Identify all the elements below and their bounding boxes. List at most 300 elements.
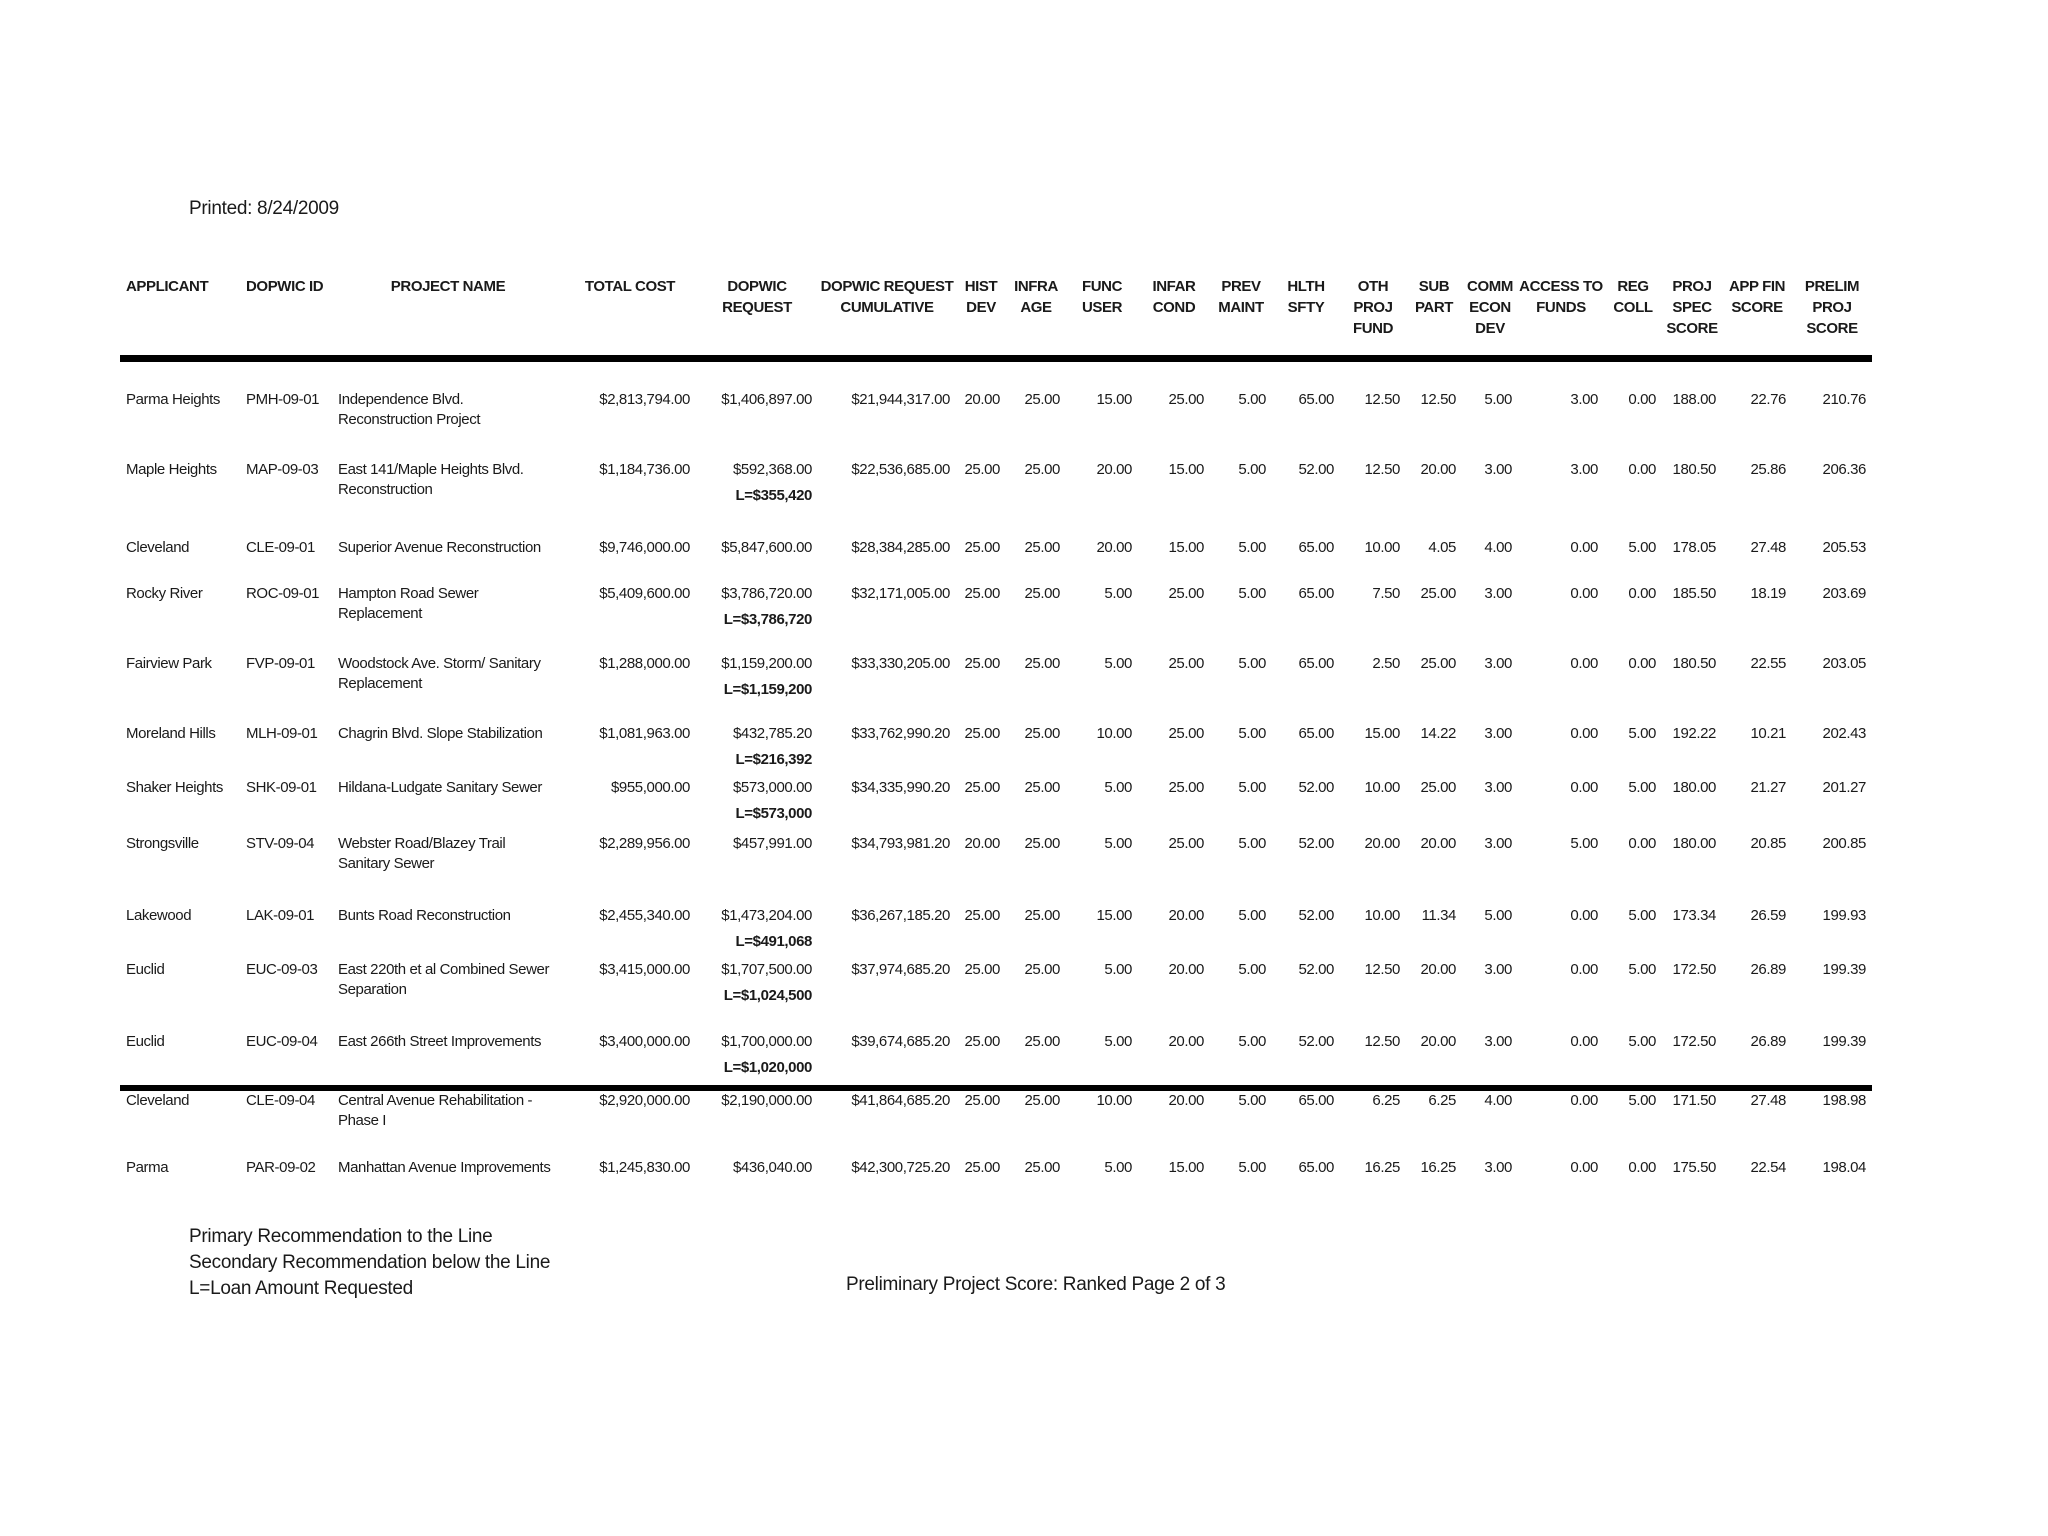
applicant-cell: Parma Heights [126, 391, 221, 408]
dopwic-id-cell: FVP-09-01 [246, 655, 315, 672]
prev-maint-cell: 5.00 [1238, 779, 1266, 796]
func-user-cell: 5.00 [1104, 779, 1132, 796]
cumulative-cell: $36,267,185.20 [851, 907, 950, 924]
column-header: APP FIN SCORE [1722, 276, 1792, 359]
request-amount: $436,040.00 [732, 1159, 812, 1176]
reg-coll-cell: 0.00 [1628, 655, 1656, 672]
column-header: HIST DEV [956, 276, 1006, 359]
total-cost-cell: $955,000.00 [610, 779, 690, 796]
access-to-funds-cell: 0.00 [1570, 725, 1598, 742]
sub-part-cell: 25.00 [1420, 585, 1456, 602]
proj-spec-score-cell: 172.50 [1672, 1033, 1716, 1050]
func-user-cell: 20.00 [1096, 461, 1132, 478]
sub-part-cell: 11.34 [1421, 907, 1456, 924]
table-row [120, 1032, 1872, 1088]
infar-cond-cell: 15.00 [1168, 539, 1204, 556]
prev-maint-cell: 5.00 [1238, 539, 1266, 556]
column-header: INFRA AGE [1006, 276, 1066, 359]
prev-maint-cell: 5.00 [1238, 461, 1266, 478]
hist-dev-cell: 25.00 [964, 907, 1000, 924]
oth-proj-fund-cell: 12.50 [1364, 961, 1400, 978]
func-user-cell: 15.00 [1096, 391, 1132, 408]
table-row [120, 538, 1872, 584]
table-row [120, 390, 1872, 460]
dopwic-id-cell: CLE-09-01 [246, 539, 315, 556]
proj-spec-score-cell: 180.00 [1672, 835, 1716, 852]
page-footer: Preliminary Project Score: Ranked Page 2 of 3 [846, 1274, 1226, 1295]
column-header: SUB PART [1406, 276, 1462, 359]
reg-coll-cell: 5.00 [1628, 779, 1656, 796]
infar-cond-cell: 25.00 [1168, 835, 1204, 852]
column-header: DOPWIC REQUEST CUMULATIVE [818, 276, 956, 359]
table-row [120, 960, 1872, 1032]
infar-cond-cell: 20.00 [1168, 907, 1204, 924]
prelim-proj-score-cell: 201.27 [1822, 779, 1866, 796]
hist-dev-cell: 20.00 [964, 391, 1000, 408]
printed-date: Printed: 8/24/2009 [189, 198, 339, 219]
reg-coll-cell: 0.00 [1628, 585, 1656, 602]
func-user-cell: 10.00 [1096, 725, 1132, 742]
prelim-proj-score-cell: 199.93 [1822, 907, 1866, 924]
sub-part-cell: 20.00 [1420, 835, 1456, 852]
infar-cond-cell: 25.00 [1168, 725, 1204, 742]
loan-amount: L=$216,392 [735, 751, 812, 768]
hlth-sfty-cell: 52.00 [1298, 1033, 1334, 1050]
infra-age-cell: 25.00 [1024, 585, 1060, 602]
column-header: APPLICANT [120, 276, 240, 359]
column-header: PRELIM PROJ SCORE [1792, 276, 1872, 359]
app-fin-score-cell: 25.86 [1750, 461, 1786, 478]
comm-econ-dev-cell: 3.00 [1484, 1159, 1512, 1176]
project-name-cell: Independence Blvd. Reconstruction Project [338, 391, 481, 428]
hist-dev-cell: 25.00 [964, 779, 1000, 796]
app-fin-score-cell: 20.85 [1750, 835, 1786, 852]
table-row [120, 778, 1872, 834]
applicant-cell: Cleveland [126, 539, 190, 556]
hlth-sfty-cell: 65.00 [1298, 1159, 1334, 1176]
request-amount: $457,991.00 [732, 835, 812, 852]
dopwic-id-cell: SHK-09-01 [246, 779, 317, 796]
hist-dev-cell: 25.00 [964, 655, 1000, 672]
reg-coll-cell: 5.00 [1628, 1033, 1656, 1050]
sub-part-cell: 20.00 [1420, 961, 1456, 978]
project-name-cell: East 266th Street Improvements [338, 1033, 542, 1050]
oth-proj-fund-cell: 10.00 [1364, 539, 1400, 556]
dopwic-id-cell: ROC-09-01 [246, 585, 320, 602]
comm-econ-dev-cell: 3.00 [1484, 461, 1512, 478]
applicant-cell: Euclid [126, 1033, 165, 1050]
total-cost-cell: $1,184,736.00 [599, 461, 690, 478]
hlth-sfty-cell: 52.00 [1298, 907, 1334, 924]
oth-proj-fund-cell: 2.50 [1372, 655, 1400, 672]
column-header: FUNC USER [1066, 276, 1138, 359]
dopwic-request-cell [696, 834, 818, 906]
request-amount: $573,000.00 [732, 779, 812, 796]
infra-age-cell: 25.00 [1024, 539, 1060, 556]
prev-maint-cell: 5.00 [1238, 391, 1266, 408]
infra-age-cell: 25.00 [1024, 655, 1060, 672]
access-to-funds-cell: 0.00 [1570, 1033, 1598, 1050]
column-header: OTH PROJ FUND [1340, 276, 1406, 359]
prelim-proj-score-cell: 200.85 [1822, 835, 1866, 852]
comm-econ-dev-cell: 5.00 [1484, 391, 1512, 408]
cumulative-cell: $33,762,990.20 [851, 725, 950, 742]
proj-spec-score-cell: 175.50 [1672, 1159, 1716, 1176]
prelim-proj-score-cell: 205.53 [1822, 539, 1866, 556]
reg-coll-cell: 5.00 [1604, 1088, 1662, 1158]
func-user-cell: 15.00 [1096, 907, 1132, 924]
reg-coll-cell: 5.00 [1628, 539, 1656, 556]
total-cost-cell: $1,081,963.00 [599, 725, 690, 742]
dopwic-request-cell [696, 960, 818, 1032]
infra-age-cell: 25.00 [1024, 779, 1060, 796]
request-amount: $5,847,600.00 [721, 539, 812, 556]
reg-coll-cell: 5.00 [1628, 961, 1656, 978]
dopwic-request-cell [696, 1088, 818, 1158]
dopwic-request-cell [696, 1158, 818, 1214]
infra-age-cell: 25.00 [1024, 907, 1060, 924]
sub-part-cell: 20.00 [1420, 1033, 1456, 1050]
proj-spec-score-cell: 180.50 [1672, 655, 1716, 672]
dopwic-request-cell [696, 460, 818, 538]
project-name-cell: Chagrin Blvd. Slope Stabilization [338, 725, 543, 742]
applicant-cell: Maple Heights [126, 461, 217, 478]
app-fin-score-cell: 27.48 [1750, 539, 1786, 556]
table-row [120, 654, 1872, 724]
project-name-cell: Hildana-Ludgate Sanitary Sewer [338, 779, 542, 796]
infar-cond-cell: 20.00 [1168, 1033, 1204, 1050]
infra-age-cell: 25.00 [1024, 1159, 1060, 1176]
hlth-sfty-cell: 65.00 [1298, 391, 1334, 408]
hist-dev-cell: 25.00 [964, 961, 1000, 978]
hist-dev-cell: 20.00 [964, 835, 1000, 852]
applicant-cell: Shaker Heights [126, 779, 223, 796]
func-user-cell: 5.00 [1104, 835, 1132, 852]
infra-age-cell: 25.00 [1024, 961, 1060, 978]
app-fin-score-cell: 26.59 [1750, 907, 1786, 924]
dopwic-request-cell [696, 1032, 818, 1088]
prev-maint-cell: 5.00 [1238, 1033, 1266, 1050]
sub-part-cell: 20.00 [1420, 461, 1456, 478]
loan-amount: L=$1,020,000 [723, 1059, 812, 1076]
app-fin-score-cell: 21.27 [1750, 779, 1786, 796]
prelim-proj-score-cell: 203.69 [1822, 585, 1866, 602]
access-to-funds-cell: 0.00 [1518, 1088, 1604, 1158]
infar-cond-cell: 20.00 [1138, 1088, 1210, 1158]
total-cost-cell: $2,289,956.00 [599, 835, 690, 852]
project-name-cell: Bunts Road Reconstruction [338, 907, 511, 924]
infra-age-cell: 25.00 [1006, 1088, 1066, 1158]
infra-age-cell: 25.00 [1024, 725, 1060, 742]
oth-proj-fund-cell: 12.50 [1364, 461, 1400, 478]
cumulative-cell: $33,330,205.00 [851, 655, 950, 672]
app-fin-score-cell: 22.76 [1750, 391, 1786, 408]
access-to-funds-cell: 0.00 [1570, 585, 1598, 602]
oth-proj-fund-cell: 10.00 [1364, 907, 1400, 924]
project-name-cell: Superior Avenue Reconstruction [338, 539, 541, 556]
reg-coll-cell: 0.00 [1628, 835, 1656, 852]
dopwic-id-cell: MLH-09-01 [246, 725, 318, 742]
app-fin-score-cell: 22.55 [1750, 655, 1786, 672]
total-cost-cell: $5,409,600.00 [599, 585, 690, 602]
prev-maint-cell: 5.00 [1238, 655, 1266, 672]
table-row [120, 584, 1872, 654]
access-to-funds-cell: 0.00 [1570, 907, 1598, 924]
comm-econ-dev-cell: 4.00 [1484, 539, 1512, 556]
infar-cond-cell: 20.00 [1168, 961, 1204, 978]
footnote-loan: L=Loan Amount Requested [189, 1278, 413, 1299]
request-amount: $1,473,204.00 [721, 907, 812, 924]
cumulative-cell: $22,536,685.00 [851, 461, 950, 478]
comm-econ-dev-cell: 4.00 [1462, 1088, 1518, 1158]
oth-proj-fund-cell: 12.50 [1364, 1033, 1400, 1050]
func-user-cell: 5.00 [1104, 1159, 1132, 1176]
loan-amount: L=$1,159,200 [723, 681, 812, 698]
hlth-sfty-cell: 65.00 [1298, 725, 1334, 742]
request-amount: $592,368.00 [732, 461, 812, 478]
footnote-secondary: Secondary Recommendation below the Line [189, 1252, 551, 1273]
oth-proj-fund-cell: 16.25 [1364, 1159, 1400, 1176]
proj-spec-score-cell: 173.34 [1672, 907, 1716, 924]
prelim-proj-score-cell: 202.43 [1822, 725, 1866, 742]
cumulative-cell: $28,384,285.00 [851, 539, 950, 556]
column-header: ACCESS TO FUNDS [1518, 276, 1604, 359]
access-to-funds-cell: 3.00 [1570, 391, 1598, 408]
footnote-primary: Primary Recommendation to the Line [189, 1226, 493, 1247]
dopwic-request-cell [696, 584, 818, 654]
comm-econ-dev-cell: 3.00 [1484, 1033, 1512, 1050]
column-header: HLTH SFTY [1272, 276, 1340, 359]
infar-cond-cell: 15.00 [1168, 461, 1204, 478]
app-fin-score-cell: 10.21 [1750, 725, 1786, 742]
total-cost-cell: $3,400,000.00 [599, 1033, 690, 1050]
column-header: PREV MAINT [1210, 276, 1272, 359]
request-amount: $432,785.20 [732, 725, 812, 742]
oth-proj-fund-cell: 6.25 [1340, 1088, 1406, 1158]
prelim-proj-score-cell: 210.76 [1822, 391, 1866, 408]
infra-age-cell: 25.00 [1024, 1033, 1060, 1050]
hlth-sfty-cell: 52.00 [1298, 779, 1334, 796]
loan-amount: L=$355,420 [735, 487, 812, 504]
dopwic-request-cell [696, 778, 818, 834]
table-row [120, 906, 1872, 960]
prev-maint-cell: 5.00 [1238, 907, 1266, 924]
oth-proj-fund-cell: 15.00 [1364, 725, 1400, 742]
table-row [120, 1088, 1872, 1158]
func-user-cell: 5.00 [1104, 961, 1132, 978]
column-header: INFAR COND [1138, 276, 1210, 359]
reg-coll-cell: 5.00 [1628, 725, 1656, 742]
access-to-funds-cell: 3.00 [1570, 461, 1598, 478]
column-header: DOPWIC ID [240, 276, 332, 359]
total-cost-cell: $2,920,000.00 [564, 1088, 696, 1158]
request-amount: $1,700,000.00 [721, 1033, 812, 1050]
cumulative-cell: $34,793,981.20 [851, 835, 950, 852]
comm-econ-dev-cell: 3.00 [1484, 961, 1512, 978]
request-amount: $1,159,200.00 [721, 655, 812, 672]
dopwic-request-cell [696, 724, 818, 778]
dopwic-id-cell: STV-09-04 [246, 835, 315, 852]
total-cost-cell: $2,813,794.00 [599, 391, 690, 408]
cumulative-cell: $32,171,005.00 [851, 585, 950, 602]
sub-part-cell: 12.50 [1420, 391, 1456, 408]
hist-dev-cell: 25.00 [964, 1159, 1000, 1176]
infar-cond-cell: 25.00 [1168, 779, 1204, 796]
reg-coll-cell: 0.00 [1628, 1159, 1656, 1176]
infra-age-cell: 25.00 [1024, 391, 1060, 408]
request-amount: $2,190,000.00 [721, 1092, 812, 1109]
prelim-proj-score-cell: 199.39 [1822, 961, 1866, 978]
func-user-cell: 10.00 [1066, 1088, 1138, 1158]
app-fin-score-cell: 26.89 [1750, 961, 1786, 978]
dopwic-id-cell: EUC-09-03 [246, 961, 318, 978]
dopwic-id-cell: CLE-09-04 [240, 1088, 332, 1158]
hlth-sfty-cell: 65.00 [1298, 585, 1334, 602]
project-name-cell: East 220th et al Combined Sewer Separation [338, 961, 550, 998]
applicant-cell: Lakewood [126, 907, 192, 924]
hist-dev-cell: 25.00 [964, 725, 1000, 742]
comm-econ-dev-cell: 3.00 [1484, 779, 1512, 796]
app-fin-score-cell: 26.89 [1750, 1033, 1786, 1050]
proj-spec-score-cell: 192.22 [1672, 725, 1716, 742]
total-cost-cell: $1,245,830.00 [599, 1159, 690, 1176]
infar-cond-cell: 15.00 [1168, 1159, 1204, 1176]
total-cost-cell: $2,455,340.00 [599, 907, 690, 924]
column-header: PROJ SPEC SCORE [1662, 276, 1722, 359]
comm-econ-dev-cell: 3.00 [1484, 655, 1512, 672]
project-name-cell: Central Avenue Rehabilitation - Phase I [332, 1088, 564, 1158]
hlth-sfty-cell: 65.00 [1298, 655, 1334, 672]
hist-dev-cell: 25.00 [964, 461, 1000, 478]
sub-part-cell: 25.00 [1420, 779, 1456, 796]
loan-amount: L=$573,000 [735, 805, 812, 822]
table-body [120, 359, 1872, 1215]
func-user-cell: 5.00 [1104, 585, 1132, 602]
prev-maint-cell: 5.00 [1238, 725, 1266, 742]
cumulative-cell: $41,864,685.20 [818, 1088, 956, 1158]
table-row [120, 834, 1872, 906]
comm-econ-dev-cell: 3.00 [1484, 725, 1512, 742]
project-name-cell: Manhattan Avenue Improvements [338, 1159, 551, 1176]
proj-spec-score-cell: 172.50 [1672, 961, 1716, 978]
proj-spec-score-cell: 180.00 [1672, 779, 1716, 796]
oth-proj-fund-cell: 20.00 [1364, 835, 1400, 852]
dopwic-id-cell: PAR-09-02 [246, 1159, 316, 1176]
column-header: REG COLL [1604, 276, 1662, 359]
comm-econ-dev-cell: 3.00 [1484, 835, 1512, 852]
sub-part-cell: 6.25 [1406, 1088, 1462, 1158]
project-ranking-table [120, 276, 1872, 1214]
applicant-cell: Parma [126, 1159, 169, 1176]
total-cost-cell: $1,288,000.00 [599, 655, 690, 672]
project-name-cell: Hampton Road Sewer Replacement [338, 585, 479, 622]
total-cost-cell: $3,415,000.00 [599, 961, 690, 978]
table-header [120, 276, 1872, 359]
sub-part-cell: 25.00 [1420, 655, 1456, 672]
reg-coll-cell: 0.00 [1628, 391, 1656, 408]
dopwic-request-cell [696, 654, 818, 724]
access-to-funds-cell: 0.00 [1570, 1159, 1598, 1176]
dopwic-id-cell: PMH-09-01 [246, 391, 320, 408]
applicant-cell: Strongsville [126, 835, 199, 852]
request-amount: $1,707,500.00 [721, 961, 812, 978]
hlth-sfty-cell: 52.00 [1298, 961, 1334, 978]
func-user-cell: 5.00 [1104, 1033, 1132, 1050]
func-user-cell: 20.00 [1096, 539, 1132, 556]
total-cost-cell: $9,746,000.00 [599, 539, 690, 556]
prelim-proj-score-cell: 198.98 [1792, 1088, 1872, 1158]
infra-age-cell: 25.00 [1024, 461, 1060, 478]
cumulative-cell: $21,944,317.00 [851, 391, 950, 408]
proj-spec-score-cell: 185.50 [1672, 585, 1716, 602]
cumulative-cell: $39,674,685.20 [851, 1033, 950, 1050]
hist-dev-cell: 25.00 [964, 1033, 1000, 1050]
access-to-funds-cell: 0.00 [1570, 779, 1598, 796]
project-name-cell: East 141/Maple Heights Blvd. Reconstruction [338, 461, 524, 498]
prev-maint-cell: 5.00 [1238, 585, 1266, 602]
project-name-cell: Woodstock Ave. Storm/ Sanitary Replacement [338, 655, 541, 692]
table-row [120, 460, 1872, 538]
dopwic-id-cell: MAP-09-03 [246, 461, 319, 478]
dopwic-id-cell: EUC-09-04 [246, 1033, 318, 1050]
cumulative-cell: $42,300,725.20 [851, 1159, 950, 1176]
proj-spec-score-cell: 178.05 [1672, 539, 1716, 556]
prelim-proj-score-cell: 199.39 [1822, 1033, 1866, 1050]
hlth-sfty-cell: 52.00 [1298, 461, 1334, 478]
cumulative-cell: $37,974,685.20 [851, 961, 950, 978]
applicant-cell: Cleveland [120, 1088, 240, 1158]
loan-amount: L=$3,786,720 [723, 611, 812, 628]
request-amount: $3,786,720.00 [721, 585, 812, 602]
prev-maint-cell: 5.00 [1238, 835, 1266, 852]
loan-amount: L=$1,024,500 [723, 987, 812, 1004]
dopwic-request-cell [696, 538, 818, 584]
comm-econ-dev-cell: 5.00 [1484, 907, 1512, 924]
hist-dev-cell: 25.00 [964, 585, 1000, 602]
oth-proj-fund-cell: 10.00 [1364, 779, 1400, 796]
cumulative-cell: $34,335,990.20 [851, 779, 950, 796]
proj-spec-score-cell: 171.50 [1662, 1088, 1722, 1158]
applicant-cell: Rocky River [126, 585, 203, 602]
sub-part-cell: 16.25 [1420, 1159, 1456, 1176]
prev-maint-cell: 5.00 [1238, 1159, 1266, 1176]
proj-spec-score-cell: 180.50 [1672, 461, 1716, 478]
request-amount: $1,406,897.00 [721, 391, 812, 408]
column-header: PROJECT NAME [332, 276, 564, 359]
dopwic-id-cell: LAK-09-01 [246, 907, 315, 924]
access-to-funds-cell: 0.00 [1570, 655, 1598, 672]
prev-maint-cell: 5.00 [1210, 1088, 1272, 1158]
sub-part-cell: 14.22 [1420, 725, 1456, 742]
prelim-proj-score-cell: 203.05 [1822, 655, 1866, 672]
access-to-funds-cell: 0.00 [1570, 961, 1598, 978]
oth-proj-fund-cell: 7.50 [1372, 585, 1400, 602]
applicant-cell: Moreland Hills [126, 725, 216, 742]
hist-dev-cell: 25.00 [964, 539, 1000, 556]
prev-maint-cell: 5.00 [1238, 961, 1266, 978]
footnotes [189, 1224, 550, 1302]
oth-proj-fund-cell: 12.50 [1364, 391, 1400, 408]
applicant-cell: Fairview Park [126, 655, 212, 672]
column-header: TOTAL COST [564, 276, 696, 359]
hlth-sfty-cell: 65.00 [1298, 539, 1334, 556]
access-to-funds-cell: 0.00 [1570, 539, 1598, 556]
reg-coll-cell: 5.00 [1628, 907, 1656, 924]
infar-cond-cell: 25.00 [1168, 585, 1204, 602]
proj-spec-score-cell: 188.00 [1672, 391, 1716, 408]
hist-dev-cell: 25.00 [956, 1088, 1006, 1158]
table-row [120, 724, 1872, 778]
